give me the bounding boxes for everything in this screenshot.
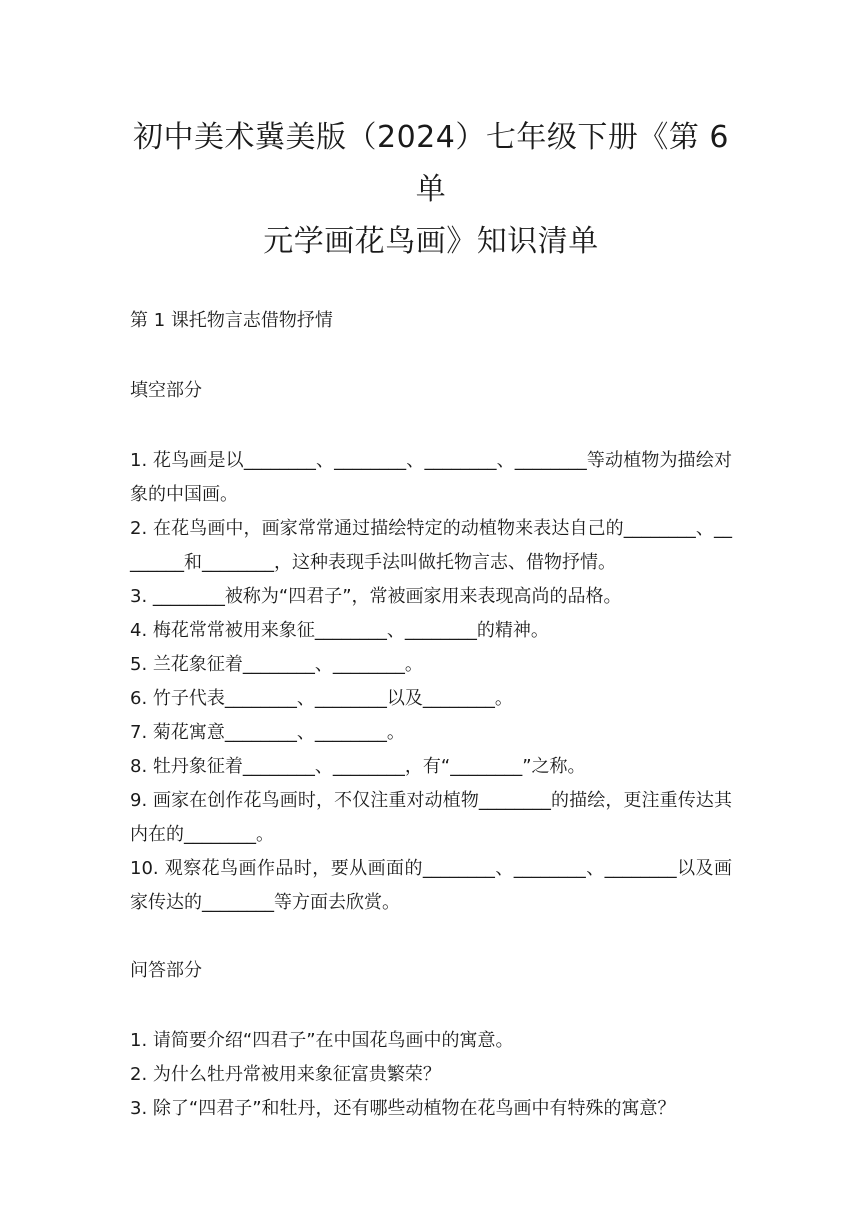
fill-section-heading: 填空部分	[130, 380, 202, 401]
fill-question-4: 4. 梅花常常被用来象征________、________的精神。	[130, 620, 549, 641]
fill-question-10: 10. 观察花鸟画作品时，要从画面的________、________、________以及画家传达的________等方面去欣赏。	[130, 858, 732, 913]
fill-question-7: 7. 菊花寓意________、________。	[130, 722, 405, 743]
fill-question-5: 5. 兰花象征着________、________。	[130, 654, 423, 675]
fill-question-6: 6. 竹子代表________、________以及________。	[130, 688, 513, 709]
qa-question-1: 1. 请简要介绍“四君子”在中国花鸟画中的寓意。	[130, 1030, 514, 1051]
fill-question-2: 2. 在花鸟画中，画家常常通过描绘特定的动植物来表达自己的________、________和________，这种表现手法叫做托物言志、借物抒情。	[130, 518, 732, 573]
document-title-line-1: 初中美术冀美版（2024）七年级下册《第 6 单	[133, 120, 729, 207]
fill-question-list	[130, 444, 732, 920]
fill-question-3: 3. ________被称为“四君子”，常被画家用来表现高尚的品格。	[130, 586, 622, 607]
qa-question-3: 3. 除了“四君子”和牡丹，还有哪些动植物在花鸟画中有特殊的寓意？	[130, 1098, 676, 1119]
fill-question-1: 1. 花鸟画是以________、________、________、________等动植物为描绘对象的中国画。	[130, 450, 732, 505]
fill-question-9: 9. 画家在创作花鸟画时，不仅注重对动植物________的描绘，更注重传达其内在的________。	[130, 790, 732, 845]
document-page	[130, 112, 732, 1126]
qa-question-list	[130, 1024, 732, 1126]
qa-section-heading: 问答部分	[130, 960, 202, 981]
document-title	[130, 112, 732, 268]
lesson-heading: 第 1 课托物言志借物抒情	[130, 310, 333, 331]
qa-question-2: 2. 为什么牡丹常被用来象征富贵繁荣？	[130, 1064, 441, 1085]
fill-question-8: 8. 牡丹象征着________、________，有“________”之称。	[130, 756, 586, 777]
document-title-line-2: 元学画花鸟画》知识清单	[263, 224, 599, 259]
